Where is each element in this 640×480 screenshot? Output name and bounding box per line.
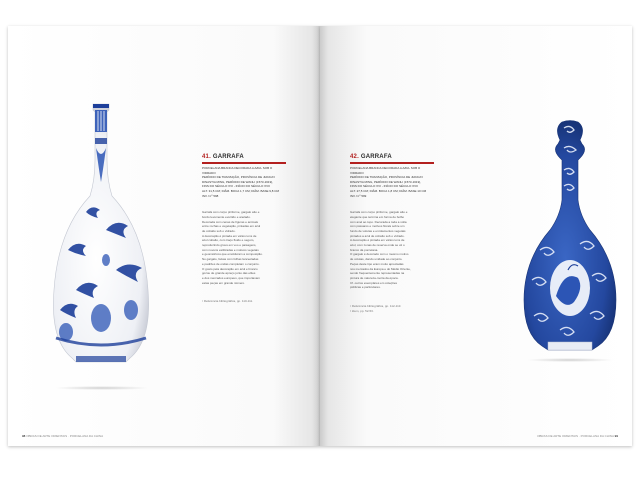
- catalogue-entry-42: [350, 154, 434, 313]
- left-vase-shadow: [54, 386, 150, 390]
- entry-notes: ¹ Referência bibliográfica, pp. 112-113. ² Idem, pp. 52-53.: [350, 304, 402, 313]
- entry-heading: [350, 154, 434, 160]
- entry-title: GARRAFA: [212, 154, 244, 160]
- left-page-number: 98: [22, 434, 26, 438]
- entry-meta: PORCELANA BRANCA DECORADA A AZUL SOB O VIDRADO PERÍODO DE TRANSIÇÃO, PROVÍNCIA DE JIANGXI DINASTIA MING, PERÍODO DE WANLI (1573-1619), FINS DO SÉCULO XVI - INÍCIO DO SÉCULO XVII ALT. 31,5 CM; DIÂM. BOCA 1,7 CM; DIÂM. BASE 9,8 CM INV. N.º 598: [202, 166, 279, 198]
- right-vase-image: [520, 120, 620, 360]
- title-rule: [202, 162, 286, 164]
- entry-notes: ¹ Referência bibliográfica, pp. 110-111.: [202, 299, 254, 304]
- left-footer: [22, 434, 103, 438]
- entry-title: GARRAFA: [360, 154, 392, 160]
- catalogue-entry-41: [202, 154, 286, 304]
- porcelain-bottle-vase-icon: [46, 100, 156, 390]
- left-vase-image: [46, 100, 156, 390]
- entry-body: Garrafa com corpo piriforme, gargalo alto e elegante que termina em forma de bolbo com anel ao topo. Decorada a toda a volta com pássaros e motivos florais sobre um fundo de volutas e enrolamentos vegetais pintados a azul de cobalto sob o vidrado. A decoração é pintada em vários tons de azul, com zonas de reserva onde se vê o branco da porcelana. O gargalo é decorado com o mesmo motivo de volutas, dando unidade ao conjunto. Peças deste tipo eram muito apreciadas nos mercados da Europa e do Médio Oriente, sendo frequentemente representadas na pintura de natureza-morta da época. Cf. outros exemplares em coleções públicas e particulares.: [350, 210, 411, 290]
- title-rule: [350, 162, 434, 164]
- entry-body: Garrafa com corpo piriforme, gargalo alto e bordo levemente evertido e anelado. Decorada com cenas de figuras e animais entre rochas e vegetação, pintadas em azul de cobalto sob o vidrado. A decoração é pintada em vários tons de azul cobalto, com traço fluido e seguro, reproduzindo grous em voo e paisagens, com nuvens estilizadas e motivos vegetais e geométricos que emolduram a composição. No gargalo, faixas com folhas lanceoladas e padrões de ondas completam o conjunto. O gosto pela decoração em azul e branco gozou de grande apreço junto das elites e dos mercados europeus, que importavam estas peças em grande número.: [202, 210, 263, 285]
- left-running-footer: OBRAS DE ARTE ORIENTAIS · PORCELANA DA CHINA: [26, 434, 104, 438]
- open-book-spread: [8, 26, 632, 450]
- right-page: [320, 26, 632, 446]
- entry-heading: [202, 154, 286, 160]
- left-page: [8, 26, 320, 446]
- book-gutter: [312, 26, 328, 446]
- right-running-footer: OBRAS DE ARTE ORIENTAIS · PORCELANA DA CHINA: [537, 434, 614, 438]
- right-page-number: 99: [614, 434, 618, 438]
- entry-number: 41.: [202, 154, 211, 160]
- garlic-head-vase-icon: [520, 120, 620, 360]
- entry-meta: PORCELANA BRANCA DECORADA A AZUL SOB O VIDRADO PERÍODO DE TRANSIÇÃO, PROVÍNCIA DE JIANGXI DINASTIA MING, PERÍODO DE WANLI (1573-1619), FINS DO SÉCULO XVI - INÍCIO DO SÉCULO XVII ALT. 27,5 CM; DIÂM. BOCA 1,8 CM; DIÂM. BASE 10 CM INV. N.º 599: [350, 166, 427, 198]
- right-vase-shadow: [526, 358, 614, 362]
- right-footer: [537, 434, 618, 438]
- entry-number: 42.: [350, 154, 359, 160]
